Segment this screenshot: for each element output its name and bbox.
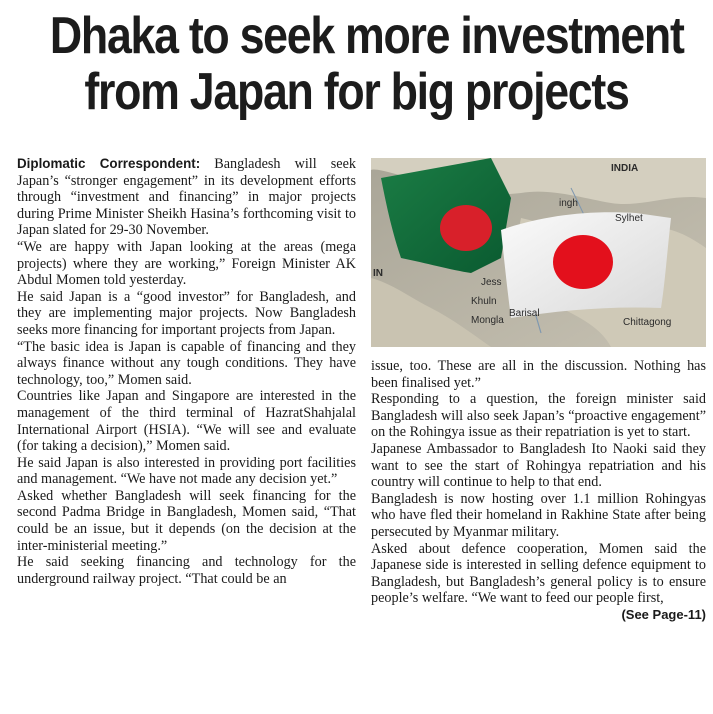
headline-line-1: Dhaka to seek more investment bbox=[49, 7, 684, 65]
paragraph: Asked whether Bangladesh will seek financing for the second Padma Bridge in Bangladesh, Momen said, “That could be an issue, but it depends (on the decision at the inter-ministerial meeting.” bbox=[17, 487, 356, 554]
paragraph bbox=[371, 540, 706, 622]
last-paragraph-text: Asked about defence cooperation, Momen said the Japanese side is interested in selling defence equipment to Bangladesh, but Bangladesh’s general policy is to ensure people’s welfare. “We want to feed our people first, bbox=[371, 540, 706, 607]
article-left-column bbox=[17, 156, 356, 587]
map-label-sylhet: Sylhet bbox=[615, 213, 643, 224]
continued-on-page-link[interactable]: (See Page-11) bbox=[621, 606, 706, 622]
map-label-chittagong: Chittagong bbox=[623, 317, 672, 328]
headline bbox=[49, 7, 684, 121]
article-right-column bbox=[371, 358, 706, 624]
paragraph: Countries like Japan and Singapore are interested in the management of the third terminal of HazratShahjalal International Airport (HSIA). “We will see and evaluate (for taking a decision),” Momen said. bbox=[17, 388, 356, 455]
paragraph: He said Japan is a “good investor” for Bangladesh, and they are implementing major projects. Now Bangladesh seeks more financing for important projects from Japan. bbox=[17, 288, 356, 338]
paragraph: Responding to a question, the foreign minister said Bangladesh will also seek Japan’s “proactive engagement” on the Rohingya issue as their repatriation is yet to start. bbox=[371, 391, 706, 441]
paragraph: issue, too. These are all in the discussion. Nothing has been finalised yet.” bbox=[371, 358, 706, 391]
headline-line-2: from Japan for big projects bbox=[84, 63, 629, 121]
map-label-in: IN bbox=[373, 268, 383, 279]
map-label-mongla: Mongla bbox=[471, 315, 504, 326]
paragraph: He said Japan is also interested in providing port facilities and management. “We have not made any decision yet.” bbox=[17, 454, 356, 488]
map-label-india: INDIA bbox=[611, 163, 639, 174]
paragraph: Bangladesh is now hosting over 1.1 million Rohingyas who have fled their homeland in Rakhine State after being persecuted by Myanmar military. bbox=[371, 490, 706, 540]
bangladesh-flag-disc bbox=[440, 205, 492, 251]
paragraph: “We are happy with Japan looking at the areas (mega projects) where they are working,” Foreign Minister AK Abdul Momen told yesterday. bbox=[17, 238, 356, 289]
paragraph: “The basic idea is Japan is capable of financing and they always finance without any tough conditions. They have technology, too,” Momen said. bbox=[17, 338, 356, 388]
paragraph: He said seeking financing and technology for the underground railway project. “That could be an bbox=[17, 554, 356, 587]
lead-text: Bangladesh will seek Japan’s “stronger engagement” in its development efforts through “investment and financing” in major projects during Prime Minister Sheikh Hasina’s forthcoming visit to Japan slated for 29-30 November. bbox=[17, 156, 356, 239]
lead-paragraph bbox=[17, 156, 356, 239]
paragraph: Japanese Ambassador to Bangladesh Ito Naoki said they want to see the start of Rohingya repatriation and his country will continue to help to that end. bbox=[371, 440, 706, 491]
map-label-singh: ingh bbox=[559, 198, 578, 209]
map-label-khuln: Khuln bbox=[471, 296, 497, 307]
map-label-barisal: Barisal bbox=[509, 308, 540, 319]
flags-map-illustration bbox=[371, 158, 706, 347]
japan-flag-disc bbox=[553, 235, 613, 289]
map-label-jess: Jess bbox=[481, 277, 502, 288]
flags-map-photo bbox=[371, 158, 706, 347]
byline: Diplomatic Correspondent: bbox=[17, 156, 201, 171]
